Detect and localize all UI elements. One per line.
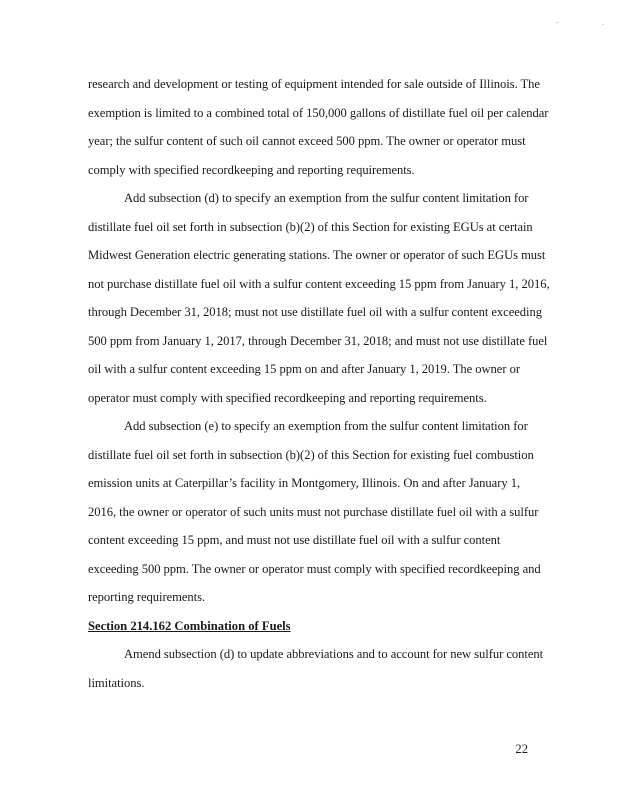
paragraph-continuation: research and development or testing of equipment intended for sale outside of Illinois. The exemption is limited to a combined total of 150,000 gallons of distillate fuel oil per calendar year; the sulfur content of such oil cannot exceed 500 ppm. The owner or operator must comply with specified recordkeeping and reporting requirements. xyxy=(88,77,549,177)
paragraph-section-214-162: Amend subsection (d) to update abbreviations and to account for new sulfur content limitations. xyxy=(88,647,544,690)
paragraph-subsection-e: Add subsection (e) to specify an exemption from the sulfur content limitation for distillate fuel oil set forth in subsection (b)(2) of this Section for existing fuel combustion emission units at Caterpillar’s facility in Montgomery, Illinois. On and after January 1, 2016, the owner or operator of such units must not purchase distillate fuel oil with a sulfur content exceeding 15 ppm, and must not use distillate fuel oil with a sulfur content exceeding 500 ppm. The owner or operator must comply with specified recordkeeping and reporting requirements. xyxy=(88,419,541,604)
scan-speck xyxy=(556,22,559,23)
scan-speck xyxy=(602,24,604,25)
paragraph-subsection-d: Add subsection (d) to specify an exemption from the sulfur content limitation for distillate fuel oil set forth in subsection (b)(2) of this Section for existing EGUs at certain Midwest Generation electric generating stations. The owner or operator of such EGUs must not purchase distillate fuel oil with a sulfur content exceeding 15 ppm from January 1, 2016, through December 31, 2018; must not use distillate fuel oil with a sulfur content exceeding 500 ppm from January 1, 2017, through December 31, 2018; and must not use distillate fuel oil with a sulfur content exceeding 15 ppm on and after January 1, 2019. The owner or operator must comply with specified recordkeeping and reporting requirements. xyxy=(88,191,550,405)
document-body xyxy=(88,70,550,697)
page-number: 22 xyxy=(515,742,528,756)
section-heading: Section 214.162 Combination of Fuels xyxy=(88,618,291,633)
